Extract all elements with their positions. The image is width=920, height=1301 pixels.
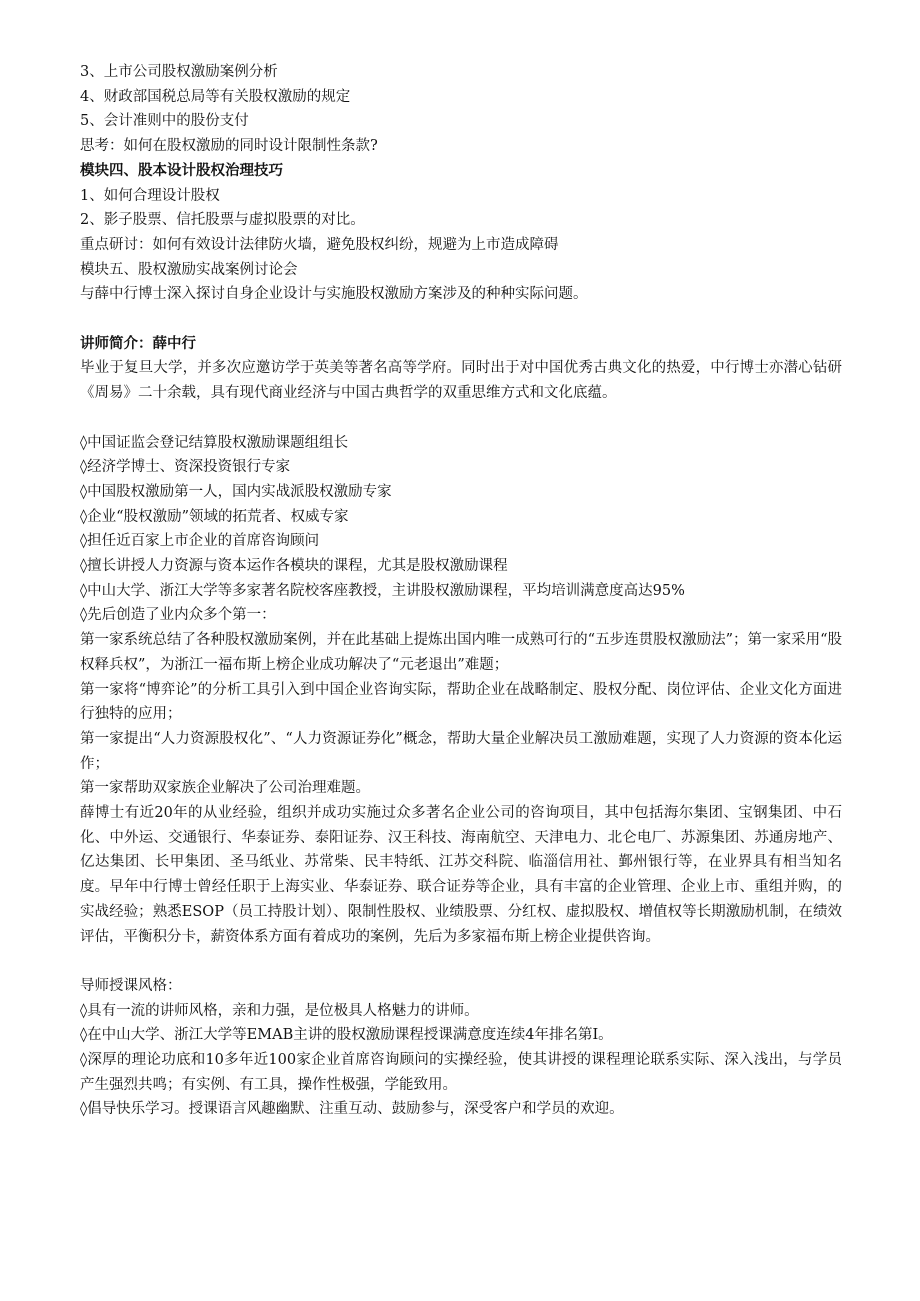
teaching-style-item: ◊在中山大学、浙江大学等EMAB主讲的股权激励课程授课满意度连续4年排名第I。 [80,1027,613,1044]
spacer [80,949,842,974]
teaching-style-item: ◊深厚的理论功底和10多年近100家企业首席咨询顾问的实操经验，使其讲授的课程理论联系实际、深入浅出，与学员产生强烈共鸣；有实例、有工具，操作性极强，学能致用。 [80,1052,842,1093]
instructor-intro: 毕业于复旦大学，并多次应邀访学于英美等著名高等学府。同时出于对中国优秀古典文化的热爱，中行博士亦潜心钻研《周易》二十余载，具有现代商业经济与中国古典哲学的双重思维方式和文化底蕴。 [80,360,842,402]
outline-item: 3、上市公司股权激励案例分析 [80,64,278,80]
spacer [80,307,842,332]
teaching-style-heading: 导师授课风格： [80,977,182,994]
credential-item: ◊企业“股权激励”领域的拓荒者、权威专家 [80,508,349,525]
credential-item: ◊擅长讲授人力资源与资本运作各模块的课程，尤其是股权激励课程 [80,558,508,575]
first-achievement: 第一家系统总结了各种股权激励案例，并在此基础上提炼出国内唯一成熟可行的“五步连贯股权激励法”；第一家采用“股权释兵权”，为浙江一福布斯上榜企业成功解决了“元老退出”难题； [80,632,842,673]
experience-paragraph: 薛博士有近20年的从业经验，组织并成功实施过众多著名企业公司的咨询项目，其中包括海尔集团、宝钢集团、中石化、中外运、交通银行、华泰证券、泰阳证券、汉王科技、海南航空、天津电力、北仑电厂、苏源集团、苏通房地产、亿达集团、长甲集团、圣马纸业、苏常柴、民丰特纸、江苏交科院、临淄信用社、鄞州银行等，在业界具有相当知名度。早年中行博士曾经任职于上海实业、华泰证券、联合证券等企业，具有丰富的企业管理、企业上市、重组并购，的实战经验；熟悉ESOP（员工持股计划）、限制性股权、业绩股票、分红权、虚拟股权、增值权等长期激励机制，在绩效评估，平衡积分卡，薪资体系方面有着成功的案例，先后为多家福布斯上榜企业提供咨询。 [80,805,842,945]
teaching-style-item: ◊具有一流的讲师风格，亲和力强，是位极具人格魅力的讲师。 [80,1002,479,1019]
module5-description: 与薛中行博士深入探讨自身企业设计与实施股权激励方案涉及的种种实际问题。 [80,286,588,303]
module5-heading: 模块五、股权激励实战案例讨论会 [80,261,298,278]
document-page [80,60,842,1122]
teaching-style-item: ◊倡导快乐学习。授课语言风趣幽默、注重互动、鼓励参与，深受客户和学员的欢迎。 [80,1101,624,1118]
first-achievement: 第一家提出“人力资源股权化”、“人力资源证券化”概念，帮助大量企业解决员工激励难题，实现了人力资源的资本化运作； [80,730,842,772]
spacer [80,406,842,431]
outline-item: 2、影子股票、信托股票与虚拟股票的对比。 [80,212,365,229]
outline-focus: 重点研讨：如何有效设计法律防火墙，避免股权纠纷，规避为上市造成障碍 [80,236,559,253]
instructor-heading: 讲师简介：薛中行 [80,334,196,352]
first-achievement: 第一家将“博弈论”的分析工具引入到中国企业咨询实际，帮助企业在战略制定、股权分配、岗位评估、企业文化方面进行独特的应用； [80,681,842,723]
outline-item: 5、会计准则中的股份支付 [80,113,249,130]
first-achievement: 第一家帮助双家族企业解决了公司治理难题。 [80,780,370,797]
outline-item: 1、如何合理设计股权 [80,187,220,204]
credential-item: ◊中山大学、浙江大学等多家著名院校客座教授，主讲股权激励课程，平均培训满意度高达95% [80,582,685,599]
credential-item: ◊中国股权激励第一人，国内实战派股权激励专家 [80,483,392,500]
module4-heading: 模块四、股本设计股权治理技巧 [80,161,283,179]
outline-item: 4、财政部国税总局等有关股权激励的规定 [80,88,351,105]
credential-item: ◊先后创造了业内众多个第一： [80,607,276,624]
credential-item: ◊担任近百家上市企业的首席咨询顾问 [80,533,320,550]
outline-question: 思考：如何在股权激励的同时设计限制性条款? [80,138,378,155]
credential-item: ◊经济学博士、资深投资银行专家 [80,459,291,476]
credential-item: ◊中国证监会登记结算股权激励课题组组长 [80,434,349,451]
